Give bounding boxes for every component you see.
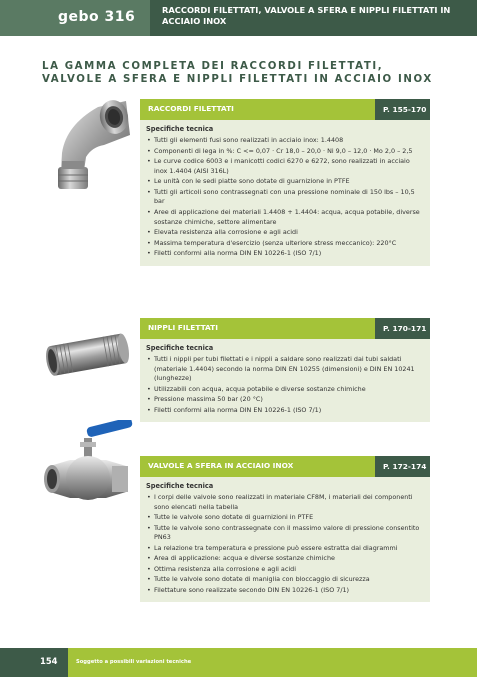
section-raccordi-filettati [140, 99, 430, 266]
list-item: • Filettature sono realizzate secondo DIN EN 10226-1 (ISO 7/1) [146, 586, 422, 596]
section-page-ref: P. 170-171 [375, 318, 430, 339]
list-item: • Ottima resistenza alla corrosione e agli acidi [146, 565, 422, 575]
page-number: 154 [40, 656, 58, 666]
section-valvole-a-sfera [140, 456, 430, 602]
spec-list [146, 355, 422, 416]
spec-title: Specifiche tecnica [146, 125, 214, 133]
list-item: • La relazione tra temperatura e pressione può essere estratta dai diagrammi [146, 544, 422, 554]
list-item: • Filetti conformi alla norma DIN EN 10226-1 (ISO 7/1) [146, 249, 422, 259]
list-item: • Utilizzabili con acqua, acqua potabile e diverse sostanze chimiche [146, 385, 422, 395]
list-item: • Filetti conformi alla norma DIN EN 10226-1 (ISO 7/1) [146, 406, 422, 416]
list-item: • Area di applicazione: acqua e diverse sostanze chimiche [146, 554, 422, 564]
list-item: • Tutti gli articoli sono contrassegnati con una pressione nominale di 150 lbs – 10,5 bar [146, 188, 422, 207]
list-item: • Tutti i nippli per tubi filettati e i nippli a saldare sono realizzati dai tubi saldati (materiale 1.4404) secondo la norma DIN EN 10255 (dimensioni) e DIN EN 10241 (lunghezze) [146, 355, 422, 384]
list-item: • Componenti di lega in %: C <= 0,07 · Cr 18,0 – 20,0 · Ni 9,0 – 12,0 · Mo 2,0 – 2,5 [146, 147, 422, 157]
header-banner [150, 0, 477, 36]
spec-title: Specifiche tecnica [146, 344, 214, 352]
footer-note: Soggetto a possibili variazioni tecniche [76, 659, 192, 665]
footer-bar [68, 648, 477, 677]
section-header [140, 99, 430, 120]
list-item: • I corpi delle valvole sono realizzati in materiale CF8M, i materiali dei componenti sono elencati nella tabella [146, 493, 422, 512]
list-item: • Massima temperatura d'esercizio (senza ulteriore stress meccanico): 220°C [146, 239, 422, 249]
section-title: VALVOLE A SFERA IN ACCIAIO INOX [148, 461, 294, 470]
logo-text: gebo 316 [58, 9, 136, 25]
list-item: • Tutte le valvole sono dotate di maniglia con bloccaggio di sicurezza [146, 575, 422, 585]
elbow-fitting-image [52, 95, 134, 195]
page-header [0, 0, 477, 36]
section-header [140, 318, 430, 339]
footer-page-number-box [0, 648, 68, 677]
section-body [140, 120, 430, 266]
page-title: LA GAMMA COMPLETA DEI RACCORDI FILETTATI, VALVOLE A SFERA E NIPPLI FILETTATI IN ACCIAIO INOX [42, 61, 433, 85]
spec-list [146, 136, 422, 259]
nipple-image [38, 322, 134, 388]
ball-valve-image [40, 420, 138, 510]
section-body [140, 477, 430, 602]
section-page-ref: P. 172-174 [375, 456, 430, 477]
list-item: • Elevata resistenza alla corrosione e agli acidi [146, 228, 422, 238]
section-page-ref: P. 155-170 [375, 99, 430, 120]
section-header [140, 456, 430, 477]
section-nippli-filettati [140, 318, 430, 422]
list-item: • Tutte le valvole sono contrassegnate con il massimo valore di pressione consentito PN63 [146, 524, 422, 543]
list-item: • Tutti gli elementi fusi sono realizzati in acciaio inox: 1.4408 [146, 136, 422, 146]
brand-logo [0, 0, 150, 36]
list-item: • Le unità con le sedi piatte sono dotate di guarnizione in PTFE [146, 177, 422, 187]
list-item: • Tutte le valvole sono dotate di guarnizioni in PTFE [146, 513, 422, 523]
section-title: NIPPLI FILETTATI [148, 323, 218, 332]
spec-title: Specifiche tecnica [146, 482, 214, 490]
list-item: • Le curve codice 6003 e i manicotti codici 6270 e 6272, sono realizzati in acciaio inox 1.4404 (AISI 316L) [146, 157, 422, 176]
list-item: • Pressione massima 50 bar (20 °C) [146, 395, 422, 405]
spec-list [146, 493, 422, 596]
section-title: RACCORDI FILETTATI [148, 104, 234, 113]
list-item: • Aree di applicazione dei materiali 1.4408 + 1.4404: acqua, acqua potabile, diverse sostanze chimiche, settore alimentare [146, 208, 422, 227]
header-title: RACCORDI FILETTATI, VALVOLE A SFERA E NIPPLI FILETTATI IN ACCIAIO INOX [162, 5, 451, 26]
section-body [140, 339, 430, 422]
